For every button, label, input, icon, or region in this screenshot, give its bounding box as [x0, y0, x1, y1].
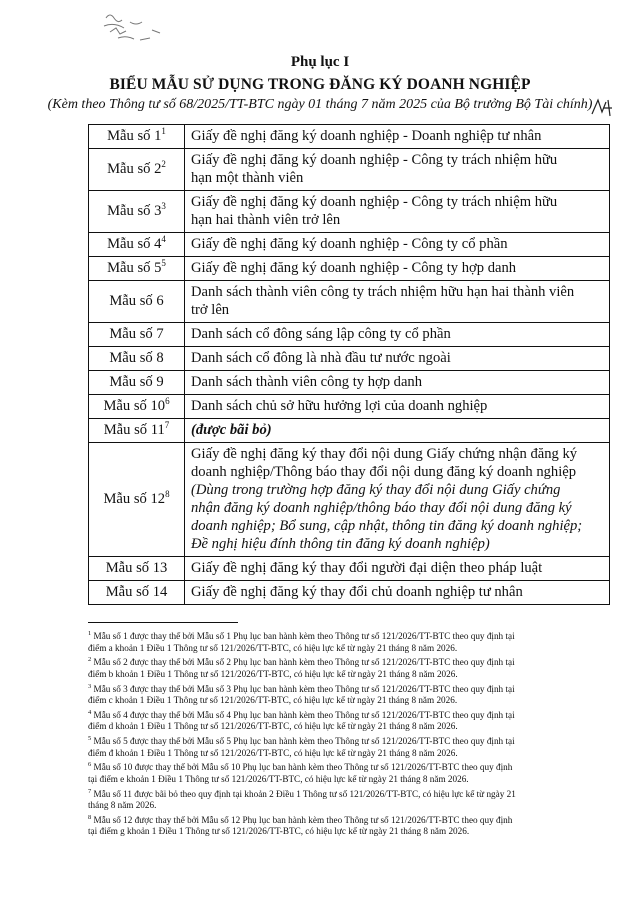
form-code: Mẫu số 4 — [107, 236, 162, 252]
footnote-text-line: điểm đ khoản 1 Điều 1 Thông tư số 121/2026/TT-BTC, có hiệu lực kể từ ngày 21 tháng 8 năm 2026. — [88, 747, 458, 758]
footnote-number: 6 — [88, 761, 92, 769]
footnote-marker: 2 — [161, 159, 166, 170]
form-description-cell — [185, 581, 610, 605]
form-code-cell — [89, 125, 185, 149]
footnote-text-line: tại điểm e khoản 1 Điều 1 Thông tư số 121/2026/TT-BTC, có hiệu lực kể từ ngày 21 tháng 8 năm 2026. — [88, 773, 469, 784]
footnote-text-line: Mẫu số 10 được thay thế bởi Mẫu số 10 Phụ lục ban hành kèm theo Thông tư số 121/2026/TT-BTC theo quy định — [93, 762, 513, 773]
form-usage-note-line: nhận đăng ký doanh nghiệp/thông báo thay đổi nội dung đăng ký — [191, 500, 572, 516]
footnote-text-line: Mẫu số 2 được thay thế bởi Mẫu số 2 Phụ lục ban hành kèm theo Thông tư số 121/2026/TT-BTC theo quy định tại — [93, 657, 515, 668]
footnote-text-line: điểm a khoản 1 Điều 1 Thông tư số 121/2026/TT-BTC, có hiệu lực kể từ ngày 21 tháng 8 năm 2026. — [88, 642, 458, 653]
form-code: Mẫu số 14 — [105, 584, 168, 600]
footnote-number: 2 — [88, 656, 92, 664]
footnote-marker: 3 — [161, 201, 166, 212]
footnote-number: 3 — [88, 682, 92, 690]
handwritten-scribble-mark — [100, 10, 170, 50]
footnote-marker: 1 — [161, 126, 166, 137]
form-description-line: doanh nghiệp/Thông báo thay đổi nội dung đăng ký doanh nghiệp — [191, 464, 577, 480]
form-description-cell — [185, 149, 610, 191]
footnote-marker: 5 — [161, 258, 166, 269]
form-code-cell — [89, 233, 185, 257]
form-code-cell — [89, 581, 185, 605]
form-code: Mẫu số 13 — [105, 560, 168, 576]
footnote-text-line: điểm c khoản 1 Điều 1 Thông tư số 121/2026/TT-BTC, có hiệu lực kể từ ngày 21 tháng 8 năm 2026. — [88, 695, 458, 706]
forms-table — [88, 124, 610, 605]
form-code: Mẫu số 9 — [109, 374, 164, 390]
footnote-number: 8 — [88, 813, 92, 821]
footnote-number: 7 — [88, 787, 92, 795]
footnote — [88, 707, 614, 733]
repealed-note: (được bãi bỏ) — [191, 422, 272, 438]
footnote-text-line: Mẫu số 3 được thay thế bởi Mẫu số 3 Phụ lục ban hành kèm theo Thông tư số 121/2026/TT-BTC theo quy định tại — [93, 683, 515, 694]
footnote-number: 5 — [88, 735, 92, 742]
form-description-line: trở lên — [191, 302, 230, 318]
form-code-cell — [89, 443, 185, 557]
form-code-cell — [89, 395, 185, 419]
form-usage-note-line: doanh nghiệp; Bổ sung, cập nhật, thông tin đăng ký doanh nghiệp; — [191, 518, 583, 534]
form-row — [89, 125, 610, 149]
form-code-cell — [89, 371, 185, 395]
footnote-text-line: Mẫu số 11 được bãi bỏ theo quy định tại khoản 2 Điều 1 Thông tư số 121/2026/TT-BTC, có hiệu lực kể từ ngày 21 — [93, 788, 516, 799]
form-description-line: hạn một thành viên — [191, 170, 304, 186]
document-title: BIỂU MẪU SỬ DỤNG TRONG ĐĂNG KÝ DOANH NGHIỆP — [109, 76, 531, 93]
form-description-cell — [185, 125, 610, 149]
document-subtitle: (Kèm theo Thông tư số 68/2025/TT-BTC ngày 01 tháng 7 năm 2025 của Bộ trưởng Bộ Tài chính) — [47, 97, 593, 112]
form-description-cell — [185, 557, 610, 581]
form-row — [89, 443, 610, 557]
footnote-number: 1 — [88, 630, 92, 637]
footnote-marker: 6 — [165, 396, 170, 407]
footnote-marker: 7 — [164, 420, 170, 431]
form-description-cell — [185, 419, 610, 443]
form-row — [89, 281, 610, 323]
footnotes — [88, 628, 614, 838]
form-description-cell — [185, 347, 610, 371]
footnote-text-line: Mẫu số 4 được thay thế bởi Mẫu số 4 Phụ lục ban hành kèm theo Thông tư số 121/2026/TT-BTC theo quy định tại — [93, 709, 515, 720]
form-description-line: Giấy đề nghị đăng ký doanh nghiệp - Công ty cổ phần — [191, 236, 508, 252]
footnote — [88, 812, 614, 838]
form-code: Mẫu số 10 — [103, 398, 166, 414]
form-code: Mẫu số 1 — [107, 128, 162, 144]
form-row — [89, 371, 610, 395]
form-row — [89, 395, 610, 419]
form-description-line: Giấy đề nghị đăng ký thay đổi chủ doanh nghiệp tư nhân — [191, 584, 523, 600]
footnote-marker: 4 — [161, 234, 166, 245]
form-code-cell — [89, 281, 185, 323]
form-description-cell — [185, 257, 610, 281]
form-row — [89, 233, 610, 257]
form-code: Mẫu số 3 — [107, 203, 162, 219]
form-code-cell — [89, 347, 185, 371]
form-description-line: Danh sách thành viên công ty trách nhiệm hữu hạn hai thành viên — [191, 284, 575, 300]
form-usage-note-line: Đề nghị hiệu đính thông tin đăng ký doanh nghiệp) — [191, 536, 490, 552]
form-description-line: Danh sách cổ đông là nhà đầu tư nước ngoài — [191, 350, 451, 366]
form-description-cell — [185, 323, 610, 347]
footnote-separator — [88, 622, 238, 623]
form-code: Mẫu số 6 — [109, 293, 164, 309]
form-row — [89, 347, 610, 371]
form-description-cell — [185, 233, 610, 257]
footnote-text-line: tháng 8 năm 2026. — [88, 800, 157, 811]
form-row — [89, 419, 610, 443]
form-row — [89, 257, 610, 281]
form-code: Mẫu số 11 — [103, 422, 165, 438]
footnote — [88, 786, 614, 812]
footnote-text-line: Mẫu số 1 được thay thế bởi Mẫu số 1 Phụ lục ban hành kèm theo Thông tư số 121/2026/TT-BTC theo quy định tại — [93, 631, 515, 642]
form-description-line: hạn hai thành viên trở lên — [191, 212, 341, 228]
form-row — [89, 557, 610, 581]
form-code-cell — [89, 191, 185, 233]
form-code: Mẫu số 2 — [107, 161, 162, 177]
form-code-cell — [89, 419, 185, 443]
form-description-line: Giấy đề nghị đăng ký doanh nghiệp - Công ty hợp danh — [191, 260, 517, 276]
form-row — [89, 323, 610, 347]
form-description-cell — [185, 281, 610, 323]
form-row — [89, 149, 610, 191]
form-description-line: Danh sách chủ sở hữu hưởng lợi của doanh nghiệp — [191, 398, 488, 414]
footnote-marker: 8 — [165, 489, 170, 500]
footnote — [88, 654, 614, 680]
form-code: Mẫu số 12 — [103, 491, 166, 507]
form-description-line: Danh sách cổ đông sáng lập công ty cổ phần — [191, 326, 451, 342]
form-description-cell — [185, 371, 610, 395]
footnote — [88, 681, 614, 707]
footnote-text-line: tại điểm g khoản 1 Điều 1 Thông tư số 121/2026/TT-BTC, có hiệu lực kể từ ngày 21 tháng 8 năm 2026. — [88, 826, 470, 837]
form-code: Mẫu số 5 — [107, 260, 162, 276]
form-description-cell — [185, 395, 610, 419]
form-description-cell — [185, 191, 610, 233]
form-code-cell — [89, 257, 185, 281]
form-code: Mẫu số 8 — [109, 350, 164, 366]
footnote-number: 4 — [88, 708, 92, 716]
form-code-cell — [89, 323, 185, 347]
form-description-cell — [185, 443, 610, 557]
form-usage-note-line: (Dùng trong trường hợp đăng ký thay đổi nội dung Giấy chứng — [191, 482, 561, 498]
footnote-text-line: Mẫu số 12 được thay thế bởi Mẫu số 12 Phụ lục ban hành kèm theo Thông tư số 121/2026/TT-BTC theo quy định — [93, 814, 513, 825]
footnote-text-line: điểm d khoản 1 Điều 1 Thông tư số 121/2026/TT-BTC, có hiệu lực kể từ ngày 21 tháng 8 năm 2026. — [88, 721, 458, 732]
form-description-line: Giấy đề nghị đăng ký doanh nghiệp - Công ty trách nhiệm hữu — [191, 194, 558, 210]
form-row — [89, 191, 610, 233]
form-code: Mẫu số 7 — [109, 326, 164, 342]
appendix-label: Phụ lục I — [290, 54, 350, 70]
form-description-line: Danh sách thành viên công ty hợp danh — [191, 374, 423, 390]
form-description-line: Giấy đề nghị đăng ký doanh nghiệp - Doanh nghiệp tư nhân — [191, 128, 542, 144]
footnote — [88, 733, 614, 759]
form-description-line: Giấy đề nghị đăng ký doanh nghiệp - Công ty trách nhiệm hữu — [191, 152, 558, 168]
footnote-text-line: điểm b khoản 1 Điều 1 Thông tư số 121/2026/TT-BTC, có hiệu lực kể từ ngày 21 tháng 8 năm 2026. — [88, 668, 458, 679]
footnote-text-line: Mẫu số 5 được thay thế bởi Mẫu số 5 Phụ lục ban hành kèm theo Thông tư số 121/2026/TT-BTC theo quy định tại — [93, 736, 515, 747]
form-description-line: Giấy đề nghị đăng ký thay đổi người đại diện theo pháp luật — [191, 560, 543, 576]
form-code-cell — [89, 149, 185, 191]
form-row — [89, 581, 610, 605]
footnote — [88, 628, 614, 654]
form-code-cell — [89, 557, 185, 581]
footnote — [88, 759, 614, 785]
form-description-line: Giấy đề nghị đăng ký thay đổi nội dung Giấy chứng nhận đăng ký — [191, 446, 578, 462]
handwritten-initial-mark — [590, 96, 614, 118]
